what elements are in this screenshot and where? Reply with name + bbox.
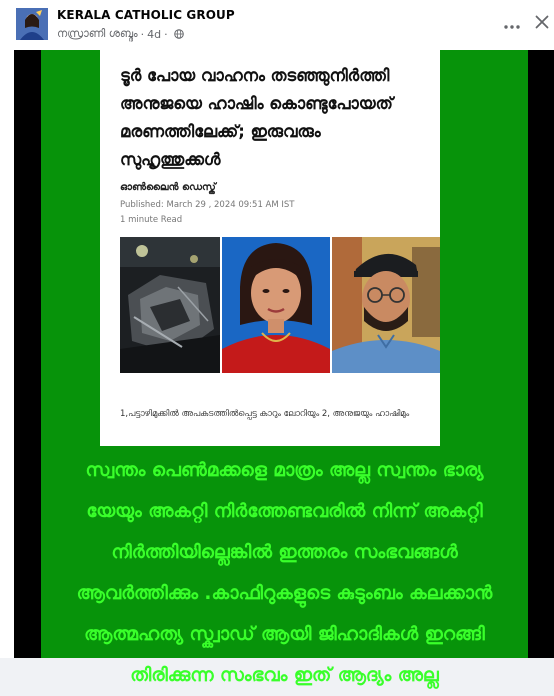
man-portrait [332, 237, 440, 373]
overlay-line: യേയും അകറ്റി നിർത്തേണ്ടവരിൽ നിന്ന് അകറ്റി [86, 501, 483, 522]
more-options-button[interactable] [500, 11, 524, 35]
meta-separator-2: · [164, 27, 168, 41]
post-meta [57, 27, 184, 41]
article-read-time: 1 minute Read [120, 215, 183, 225]
globe-icon [174, 29, 184, 39]
more-options-icon [504, 14, 520, 33]
article-photos [120, 237, 440, 373]
news-screenshot [100, 50, 440, 446]
article-headline: ടൂർ പോയ വാഹനം തടഞ്ഞുനിർത്തി അനുജയെ ഹാഷിം കൊണ്ടുപോയത് മരണത്തിലേക്ക്; ഇരുവരും സുഹൃത്തുക്കൾ [120, 66, 393, 169]
group-name[interactable]: KERALA CATHOLIC GROUP [57, 8, 235, 22]
overlay-line: ആവർത്തിക്കും .കാഫിറുകളുടെ കുടുംബം കലക്കാൻ [76, 583, 493, 604]
group-avatar[interactable] [16, 8, 48, 40]
post-time[interactable]: 4d [147, 27, 162, 41]
overlay-message [41, 450, 528, 696]
article-published: Published: March 29 , 2024 09:51 AM IST [120, 200, 295, 210]
close-button[interactable] [530, 11, 554, 35]
meta-separator: · [140, 27, 145, 41]
close-icon [535, 14, 549, 33]
photo-caption: 1,പട്ടാഴിമുക്കിൽ അപകടത്തിൽപ്പെട്ട കാറും ലോറിയും 2, അനുജയും ഹാഷിമും [120, 409, 410, 419]
article-desk: ഓൺലൈൻ ഡെസ്ക് [120, 182, 216, 193]
post-image[interactable] [14, 50, 554, 686]
woman-portrait [222, 237, 330, 373]
overlay-line: സ്വന്തം പെൺമക്കളെ മാത്രം അല്ല സ്വന്തം ഭാര്യ [85, 460, 484, 481]
overlay-line: തിരിക്കുന്ന സംഭവം ഇത് ആദ്യം അല്ല [130, 665, 439, 686]
author-name[interactable]: നസ്രാണി ശബ്ദം [57, 27, 138, 40]
overlay-line: നിർത്തിയില്ലെങ്കിൽ ഇത്തരം സംഭവങ്ങൾ [111, 542, 458, 563]
accident-photo [120, 237, 220, 373]
overlay-line: ആത്മഹത്യ സ്ക്വാഡ് ആയി ജിഹാദികൾ ഇറങ്ങി [84, 624, 485, 645]
